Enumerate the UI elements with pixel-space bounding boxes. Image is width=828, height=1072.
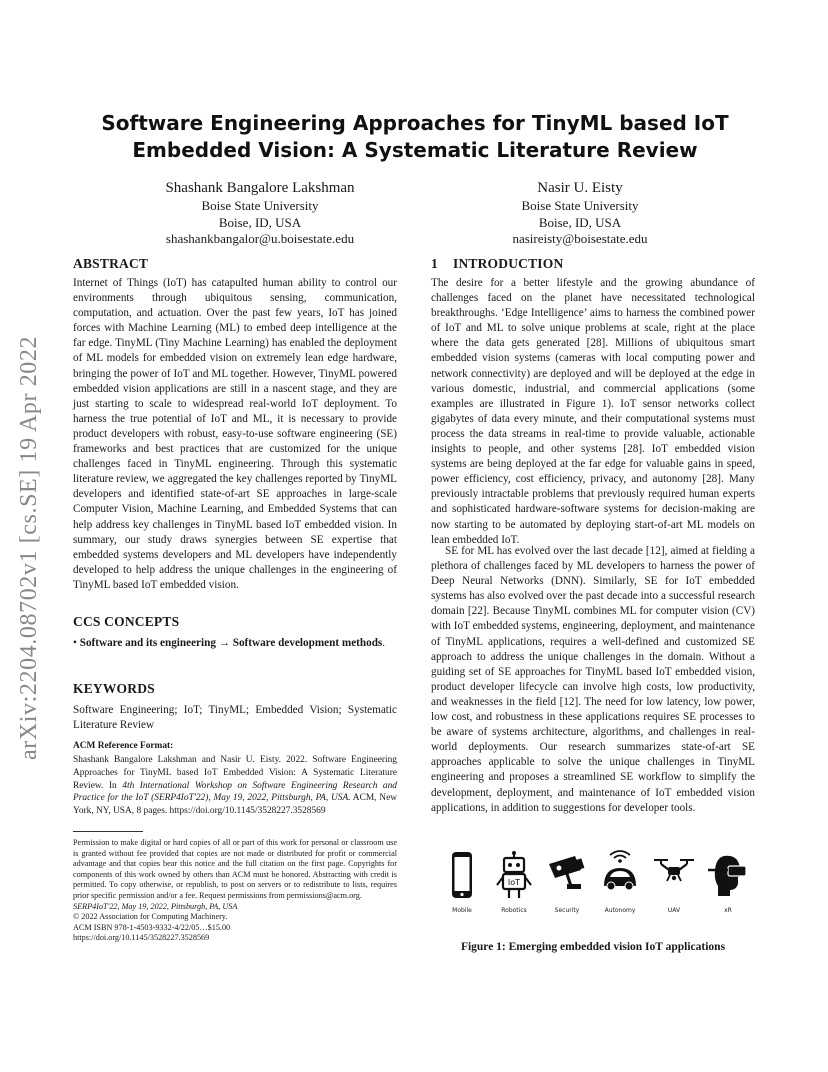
robot-icon bbox=[494, 850, 534, 902]
figure-label: Mobile bbox=[452, 907, 472, 914]
permission-isbn: ACM ISBN 978-1-4503-9332-4/22/05…$15.00 bbox=[73, 922, 231, 932]
drone-icon bbox=[652, 850, 696, 902]
ccs-arrow: → bbox=[218, 637, 230, 649]
author-email[interactable]: shashankbangalor@u.boisestate.edu bbox=[165, 231, 355, 246]
ccs-bullet: • bbox=[73, 637, 77, 649]
figure-label: Autonomy bbox=[604, 907, 636, 914]
figure-item-xr bbox=[702, 850, 754, 922]
section-title: INTRODUCTION bbox=[453, 256, 564, 271]
permission-doi[interactable]: https://doi.org/10.1145/3528227.3528569 bbox=[73, 933, 210, 943]
ccs-concepts-text bbox=[73, 636, 397, 651]
paper-title bbox=[80, 110, 750, 164]
ccs-end: . bbox=[382, 637, 386, 649]
figure-item-uav bbox=[648, 850, 700, 922]
figure-item-mobile bbox=[436, 850, 488, 922]
acm-reference-venue: 4th International Workshop on Software Engineering Research and Practice for the IoT (SERP4IoT'22), May 19, 2022, Pittsburgh, PA, USA. bbox=[73, 780, 397, 804]
ccs-concepts-heading: CCS CONCEPTS bbox=[73, 614, 180, 629]
abstract-heading: ABSTRACT bbox=[73, 256, 149, 271]
keywords-heading: KEYWORDS bbox=[73, 681, 155, 696]
acm-reference-text bbox=[73, 754, 397, 818]
author-location: Boise, ID, USA bbox=[218, 214, 302, 230]
author-block-1 bbox=[110, 178, 410, 248]
author-affiliation: Boise State University bbox=[521, 198, 639, 213]
mobile-phone-icon bbox=[445, 850, 479, 902]
autonomous-car-icon bbox=[598, 850, 642, 902]
title-line-1: Software Engineering Approaches for TinyML based IoT bbox=[101, 111, 729, 135]
permission-venue: SERP4IoT'22, May 19, 2022, Pittsburgh, PA, USA bbox=[73, 901, 238, 911]
author-location: Boise, ID, USA bbox=[538, 214, 622, 230]
security-camera-icon bbox=[545, 850, 589, 902]
acm-reference-end: ACM, New York, NY, USA, 8 pages. https://doi.org/10.1145/3528227.3528569 bbox=[73, 793, 397, 817]
acm-reference-plain: Shashank Bangalore Lakshman and Nasir U. Eisty. 2022. Software Engineering Approaches for TinyML based IoT Embedded Vision: A Systematic Literature Review. In bbox=[73, 755, 397, 791]
footnote-rule bbox=[73, 831, 143, 832]
introduction-paragraph-1: The desire for a better lifestyle and the growing abundance of challenges faced on the planet have necessitated technological breakthroughs. ‘Edge Intelligence’ aims to harness the combined power of IoT and ML to solve unique problems at scale, right at the place where the data gets generated [28]. Millions of ubiquitous smart embedded vision systems (cameras with local computing power and network connectivity) are deployed and will be deployed at the edge in various domestic, industrial, and commercial applications (some examples are illustrated in Figure 1). IoT sensor networks collect gigabytes of data every minute, and their computational systems must process the data streams in real-time to provide valuable, actionable insights to people, and other systems [28]. IoT embedded vision systems are being deployed at the far edge for valuable gains in speed, power efficiency, cost efficiency, privacy, and autonomy [28]. Many previously intractable problems that previously required human experts and sophisticated hardware-software systems for decision-making are now starting to be automated by deploying start-of-art ML models on lean embedded IoT. bbox=[431, 277, 755, 546]
abstract-text: Internet of Things (IoT) has catapulted human ability to control our environments through ubiquitous sensing, communication, computation, and actuation. Over the past few years, IoT has joined forces with Machine Learning (ML) to embed deep intelligence at the far edge. TinyML (Tiny Machine Learning) has enabled the deployment of ML models for embedded vision on extremely lean edge hardware, bringing the power of IoT and ML together. However, TinyML powered embedded vision applications are still in a nascent stage, and they are just starting to scale to widespread real-world IoT deployment. To harness the true potential of IoT and ML, it is necessary to provide product developers with robust, easy-to-use software engineering (SE) frameworks and best practices that are customized for the unique challenges faced in TinyML engineering. Through this systematic literature review, we aggregated the key challenges reported by TinyML developers and identified state-of-art SE approaches in large-scale Computer Vision, Machine Learning, and Embedded Systems that can help address key challenges in TinyML based IoT embedded vision. In summary, our study draws synergies between SE expertise that embedded systems developers and ML developers have independently developed to help address the unique challenges in the engineering of TinyML based IoT embedded vision. bbox=[73, 277, 397, 591]
permission-text: Permission to make digital or hard copies of all or part of this work for personal or classroom use is granted without fee provided that copies are not made or distributed for profit or commercial advantage and that copies bear this notice and the full citation on the first page. Copyrights for components of this work owned by others than ACM must be honored. Abstracting with credit is permitted. To copy otherwise, or republish, to post on servers or to redistribute to lists, requires prior specific permission and/or a fee. Request permissions from permissions@acm.org. bbox=[73, 838, 397, 900]
permission-notice bbox=[73, 838, 397, 944]
figure-label: xR bbox=[724, 907, 732, 914]
ccs-subterm: Software development methods bbox=[232, 637, 383, 649]
introduction-heading bbox=[431, 256, 563, 272]
ccs-term: Software and its engineering bbox=[79, 637, 216, 649]
author-affiliation: Boise State University bbox=[201, 198, 319, 213]
figure-item-security bbox=[541, 850, 593, 922]
permission-copyright: © 2022 Association for Computing Machinery. bbox=[73, 912, 228, 922]
figure-1 bbox=[436, 850, 756, 922]
introduction-paragraph-2: SE for ML has evolved over the last decade [12], aimed at fielding a plethora of challenges faced by ML developers to harness the power of Deep Neural Networks (DNN). Similarly, SE for IoT embedded systems has also evolved over the past decade into a successful research domain [22]. Because TinyML combines ML for computer vision (CV) with IoT embedded systems, engineering, deployment, and maintenance of TinyML applications, requires a well-defined and customized SE approach to address the unique challenges in the domain. Without a guiding set of SE approaches for TinyML based IoT embedded vision, product developer lifecycle can involve high costs, low productivity, and weaknesses in the field [12]. The need for low latency, low power, low cost, and robustness in these applications requires SE processes to be aware of systems architecture, algorithms, and challenges in real-world deployments. Our research summarizes state-of-art SE approaches applicable to solve the unique challenges in TinyML engineering and proposes a streamlined SE workflow to simplify the development, deployment, and maintenance of IoT embedded vision applications, in addition to suggestions for developer tools. bbox=[431, 545, 755, 814]
vr-headset-icon bbox=[706, 850, 750, 902]
figure-item-robotics bbox=[488, 850, 540, 922]
title-line-2: Embedded Vision: A Systematic Literature Review bbox=[132, 138, 698, 162]
figure-label: Security bbox=[554, 907, 580, 914]
figure-caption: Figure 1: Emerging embedded vision IoT applications bbox=[460, 941, 726, 953]
figure-item-autonomy bbox=[594, 850, 646, 922]
figure-label: Robotics bbox=[501, 907, 527, 914]
author-name: Nasir U. Eisty bbox=[537, 180, 623, 196]
keywords-text: Software Engineering; IoT; TinyML; Embedded Vision; Systematic Literature Review bbox=[73, 704, 397, 732]
acm-reference-heading: ACM Reference Format: bbox=[73, 741, 174, 751]
figure-label: UAV bbox=[667, 907, 681, 914]
author-email[interactable]: nasireisty@boisestate.edu bbox=[512, 231, 648, 246]
author-name: Shashank Bangalore Lakshman bbox=[165, 180, 355, 196]
section-number: 1 bbox=[431, 256, 438, 271]
arxiv-identifier: arXiv:2204.08702v1 [cs.SE] 19 Apr 2022 bbox=[16, 335, 42, 760]
svg-text:IoT: IoT bbox=[507, 878, 521, 887]
author-block-2 bbox=[430, 178, 730, 248]
